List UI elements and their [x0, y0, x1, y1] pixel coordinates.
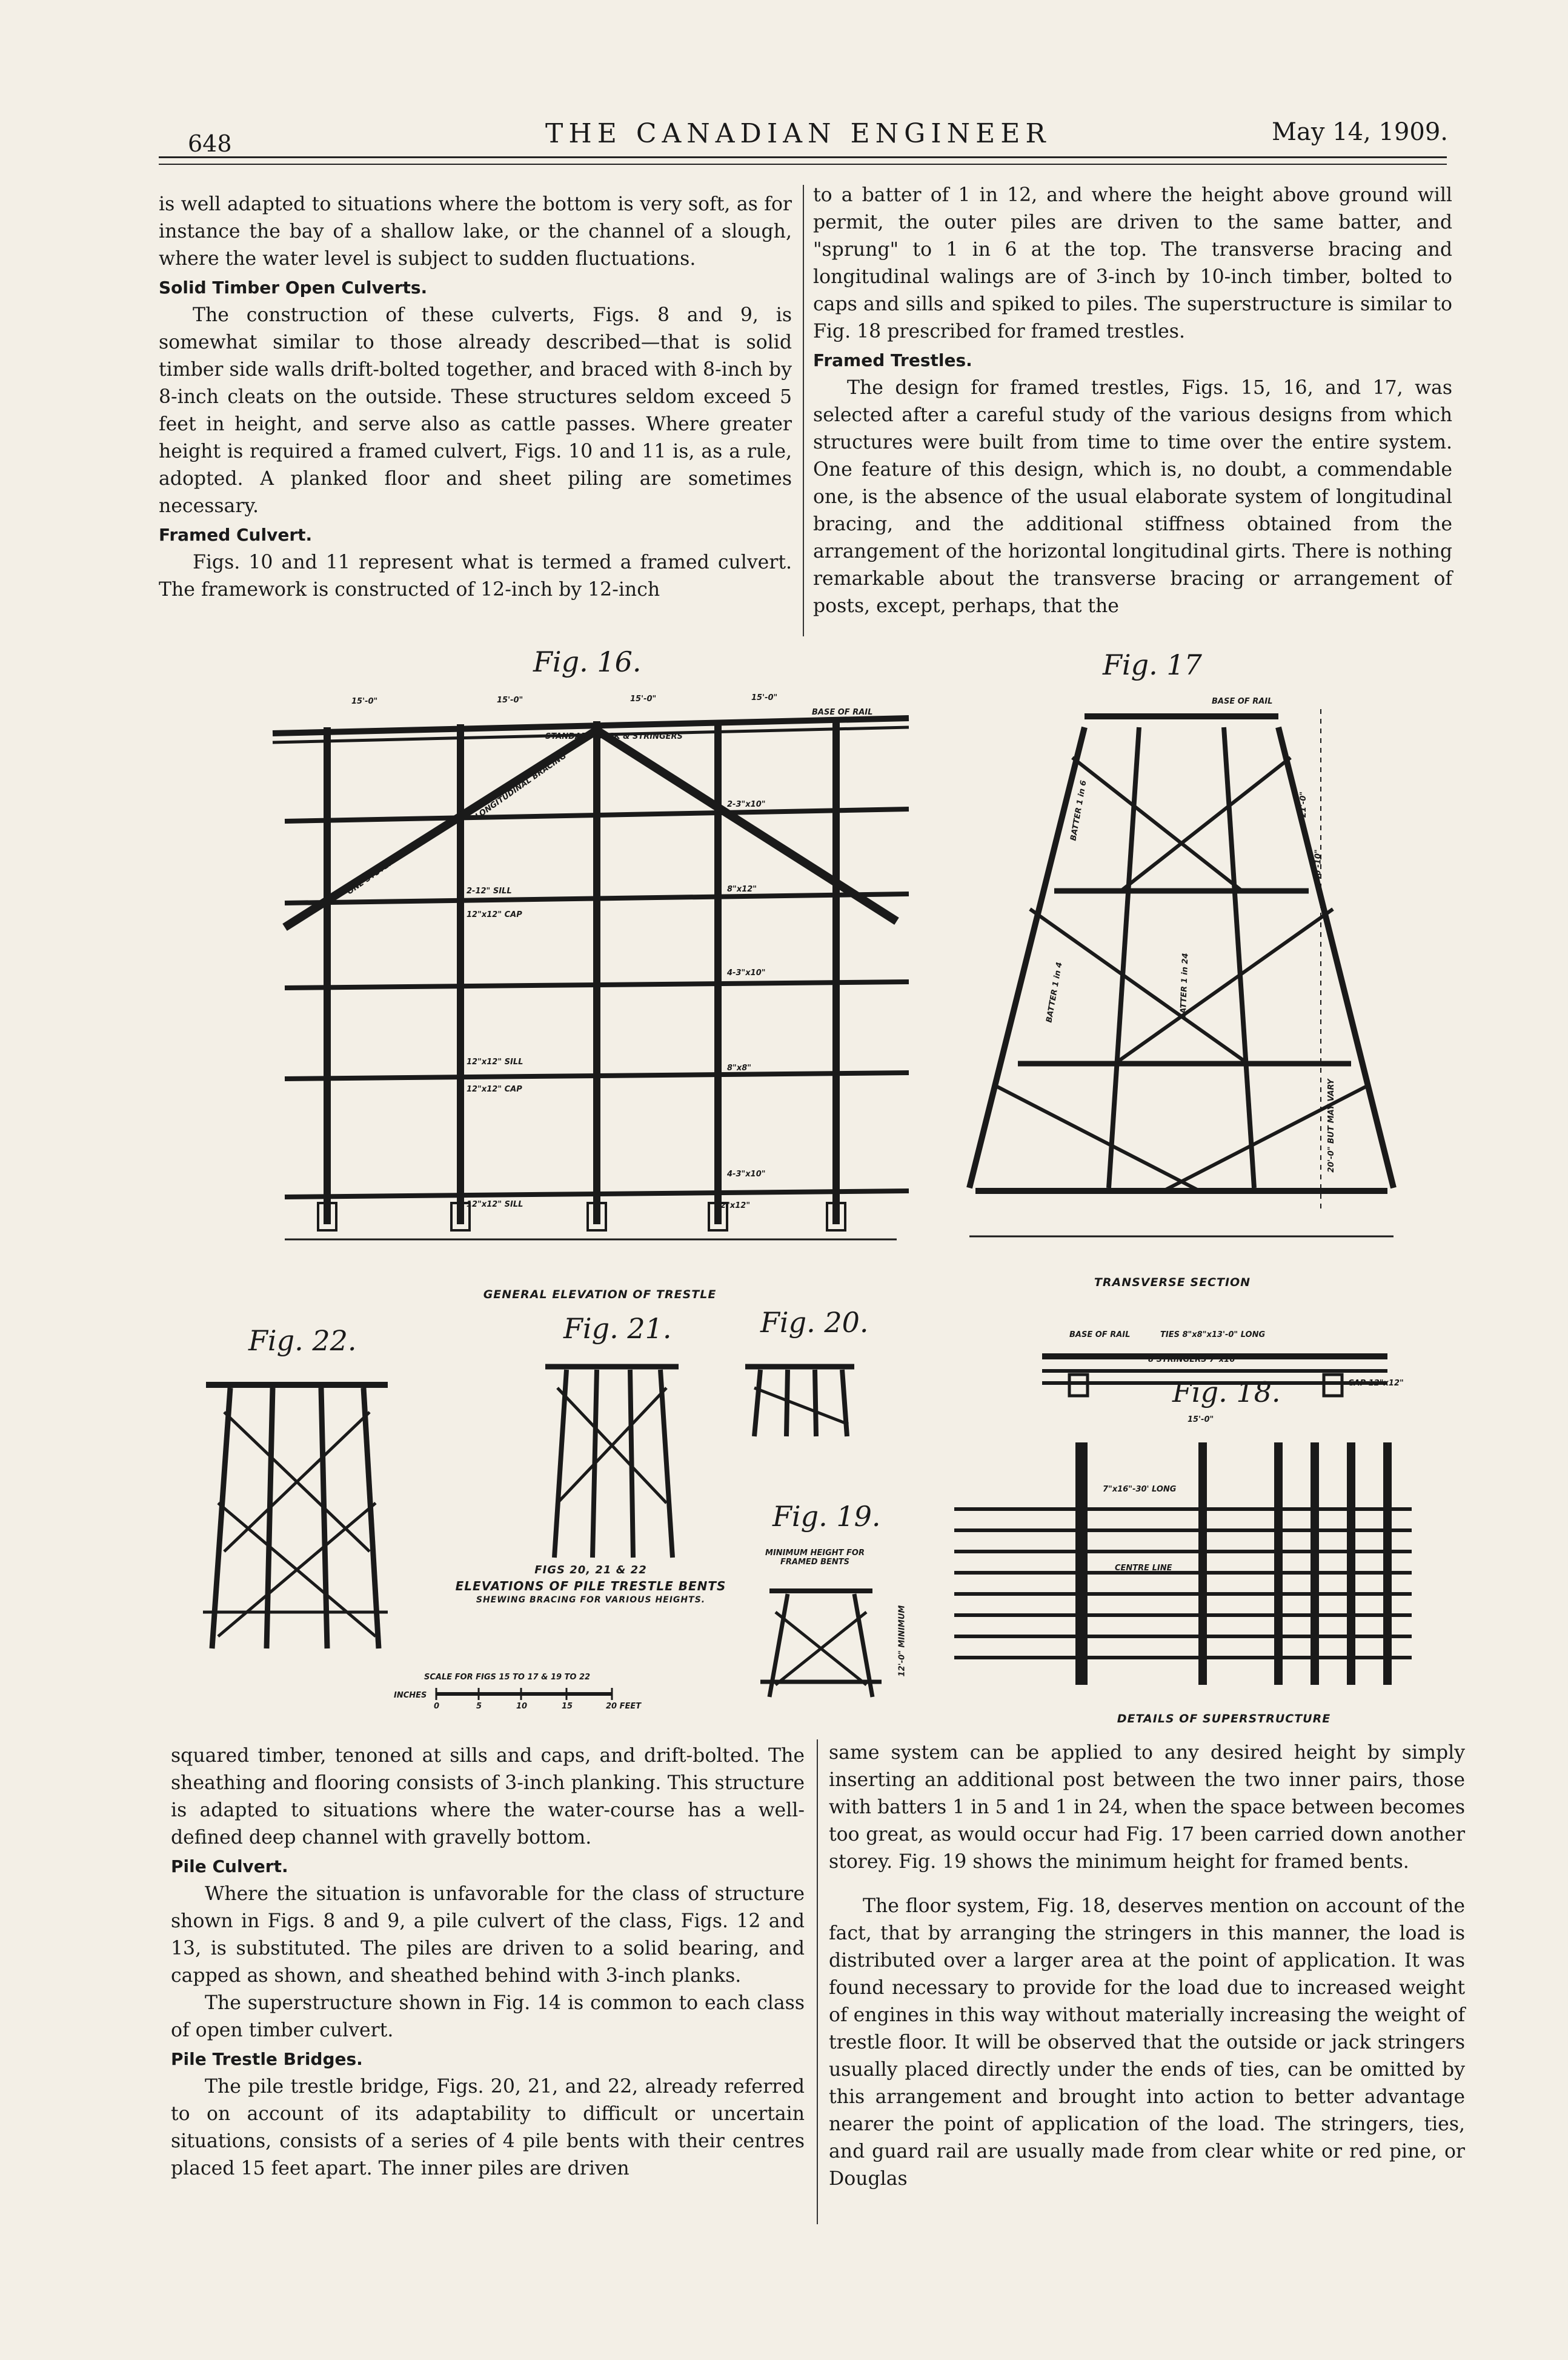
fig16-note: STANDARD DECK & STRINGERS: [545, 732, 683, 741]
paragraph: The floor system, Fig. 18, deserves mention on account of the fact, that by arranging the stringers in this manner, the load is distributed over a larger area at the point of application. It was found necessary to provide for the load due to increased weight of engines in this way without materially increasing the weight of trestle floor. It will be observed that the outside or jack stringers usually placed directly under the ends of ties, can be omitted by this arrangement and brought into action to better advantage nearer the point of application of the load. The stringers, ties, and guard rail are usually made from clear white or red pine, or Douglas: [829, 1895, 1465, 2190]
fig16-label: Fig. 16.: [533, 645, 642, 678]
fig17-note: BATTER 1 in 6: [1069, 779, 1089, 842]
group-caption-line3: SHEWING BRACING FOR VARIOUS HEIGHTS.: [476, 1595, 706, 1605]
section-heading: Solid Timber Open Culverts.: [159, 278, 428, 298]
paragraph: same system can be applied to any desired height by simply inserting an additional post between the two inner pairs, those with batters 1 in 5 and 1 in 24, when the space between becomes too great, as would occur had Fig. 17 been carried down another storey. Fig. 19 shows the minimum height for framed bents.: [829, 1742, 1465, 1873]
fig18-note: BASE OF RAIL: [1069, 1330, 1131, 1339]
paragraph: The design for framed trestles, Figs. 15, 16, and 17, was selected after a careful study of the various designs from which structures were built from time to time over the entire system. One feature of this design, which is, no doubt, a commendable one, is the absence of the usual elaborate system of longitudinal bracing, and the additional stiffness obtained from the arrangement of the horizontal longitudinal girts. There is nothing remarkable about the transverse bracing or arrangement of posts, except, perhaps, that the: [813, 377, 1452, 617]
fig16-note: 12"x12" CAP: [467, 910, 522, 919]
scale-tick: 15: [562, 1702, 573, 1711]
fig18-caption: DETAILS OF SUPERSTRUCTURE: [1117, 1712, 1331, 1725]
fig16-note: 4-3"x10": [727, 1170, 766, 1179]
column-rule: [817, 1739, 818, 2224]
fig20-label: Fig. 20.: [760, 1306, 869, 1339]
fig18-note: TIES 8"x8"x13'-0" LONG: [1160, 1330, 1266, 1339]
fig16-note: 12"x12" SILL: [467, 1058, 523, 1067]
fig19-dim: 12'-0" MINIMUM: [897, 1605, 907, 1677]
fig16-caption: GENERAL ELEVATION OF TRESTLE: [483, 1288, 717, 1301]
fig16-note: 12"x12" SILL: [467, 1200, 523, 1209]
paragraph: The pile trestle bridge, Figs. 20, 21, and 22, already referred to on account of its adaptability to difficult or uncertain situations, consists of a series of 4 pile bents with their centres placed 15 feet apart. The inner piles are driven: [171, 2076, 805, 2179]
fig18-note: CENTRE LINE: [1115, 1564, 1172, 1573]
fig16-note: 12"x12" CAP: [467, 1085, 522, 1094]
section-heading: Pile Culvert.: [171, 1856, 288, 1876]
fig16-note: 8"x8": [727, 1064, 752, 1073]
journal-title: THE CANADIAN ENGINEER: [545, 118, 1051, 149]
paragraph: squared timber, tenoned at sills and caps, and drift-bolted. The sheathing and flooring consists of 3-inch planking. This structure is adapted to situations where the water-course has a well-defined deep channel with gravelly bottom.: [171, 1745, 805, 1848]
fig17-caption: TRANSVERSE SECTION: [1094, 1276, 1251, 1289]
scale-tick: 5: [476, 1702, 482, 1711]
fig16-note: LONGITUDINAL BRACING: [473, 751, 568, 822]
fig21-label: Fig. 21.: [563, 1312, 672, 1345]
fig18-label: Fig. 18.: [1172, 1376, 1281, 1408]
fig20-pile-bent: [745, 1367, 854, 1436]
paragraph: is well adapted to situations where the bottom is very soft, as for instance the bay of a shallow lake, or the channel of a slough, where the water level is subject to sudden fluctuations.: [159, 193, 792, 270]
paragraph: to a batter of 1 in 12, and where the height above ground will permit, the outer piles are driven to the same batter, and "sprung" to 1 in 6 at the top. The transverse bracing and longitudinal walings are of 3-inch by 10-inch timber, bolted to caps and sills and spiked to piles. The superstructure is similar to Fig. 18 prescribed for framed trestles.: [813, 184, 1452, 342]
fig19-label: Fig. 19.: [772, 1500, 881, 1533]
scale-label: SCALE FOR FIGS 15 TO 17 & 19 TO 22: [424, 1673, 591, 1682]
text-column-bottom-right: [829, 1739, 1465, 2224]
fig17-note: BASE OF RAIL: [1212, 697, 1273, 706]
section-heading: Framed Culvert.: [159, 525, 313, 545]
fig18-note: 7"x16"-30' LONG: [1103, 1485, 1177, 1494]
fig16-note: 2-3"x10": [727, 800, 766, 809]
scale-tick: INCHES: [394, 1691, 427, 1700]
section-heading: Pile Trestle Bridges.: [171, 2049, 363, 2069]
fig16-dim: 15'-0": [630, 695, 657, 704]
fig22-pile-bent: [203, 1385, 388, 1648]
fig17-note: BATTER 1 in 24: [1178, 953, 1191, 1020]
fig18-note: 15'-0": [1188, 1415, 1214, 1424]
fig18-note: CAP 12"x12": [1348, 1379, 1404, 1388]
section-heading: Framed Trestles.: [813, 350, 972, 370]
page-number: 648: [188, 130, 232, 157]
fig19-note: MINIMUM HEIGHT FOR FRAMED BENTS: [765, 1548, 865, 1567]
scale-tick: 20 FEET: [606, 1702, 642, 1711]
fig16-note: BASE OF RAIL: [812, 708, 873, 717]
fig16-elevation: [273, 718, 909, 1239]
group-caption-line1: FIGS 20, 21 & 22: [534, 1564, 647, 1576]
fig16-note: 4-3"x10": [727, 968, 766, 978]
fig22-label: Fig. 22.: [248, 1324, 357, 1357]
scale-tick: 0: [434, 1702, 440, 1711]
fig16-note: ONE SYSTEM OF DIAG: [345, 833, 430, 897]
fig18-note: 8 STRINGERS 7"x16": [1148, 1355, 1240, 1364]
fig19-framed-bent: [760, 1591, 882, 1697]
fig17-label: Fig. 17: [1103, 648, 1202, 681]
fig17-note: 20'-0" BUT MAY VARY: [1326, 1079, 1336, 1173]
fig16-note: 2-12" SILL: [467, 887, 512, 896]
text-column-bottom-left: [171, 1742, 805, 2227]
fig16-note: 12"x12": [715, 1201, 751, 1210]
fig17-note: BATTER 1 in 4: [1045, 961, 1065, 1024]
fig16-note: 8"x12": [727, 885, 757, 894]
group-caption-line2: ELEVATIONS OF PILE TRESTLE BENTS: [455, 1579, 726, 1593]
fig17-note: 40'-10": [1314, 849, 1323, 881]
fig16-dim: 15'-0": [751, 693, 778, 702]
fig17-note: 21'-0": [1299, 791, 1309, 818]
paragraph: Figs. 10 and 11 represent what is termed a framed culvert. The framework is constructed of 12-inch by 12-inch: [159, 552, 792, 601]
issue-date: May 14, 1909.: [1272, 118, 1448, 146]
scale-bar: [436, 1688, 612, 1700]
fig16-dim: 15'-0": [497, 696, 523, 705]
paragraph: The superstructure shown in Fig. 14 is common to each class of open timber culvert.: [171, 1992, 805, 2041]
paragraph: Where the situation is unfavorable for the class of structure shown in Figs. 8 and 9, a pile culvert of the class, Figs. 12 and 13, is substituted. The piles are driven to a solid bearing, and capped as shown, and sheathed behind with 3-inch planks.: [171, 1883, 805, 1987]
paragraph: The construction of these culverts, Figs. 8 and 9, is somewhat similar to those already described—that is solid timber side walls drift-bolted together, and braced with 8-inch by 8-inch cleats on the outside. These structures seldom exceed 5 feet in height, and serve also as cattle passes. Where greater height is required a framed culvert, Figs. 10 and 11 is, as a rule, adopted. A planked floor and sheet piling are sometimes necessary.: [159, 304, 792, 517]
fig16-dim: 15'-0": [351, 697, 378, 706]
scale-tick: 10: [516, 1702, 528, 1711]
fig21-pile-bent: [545, 1367, 679, 1558]
